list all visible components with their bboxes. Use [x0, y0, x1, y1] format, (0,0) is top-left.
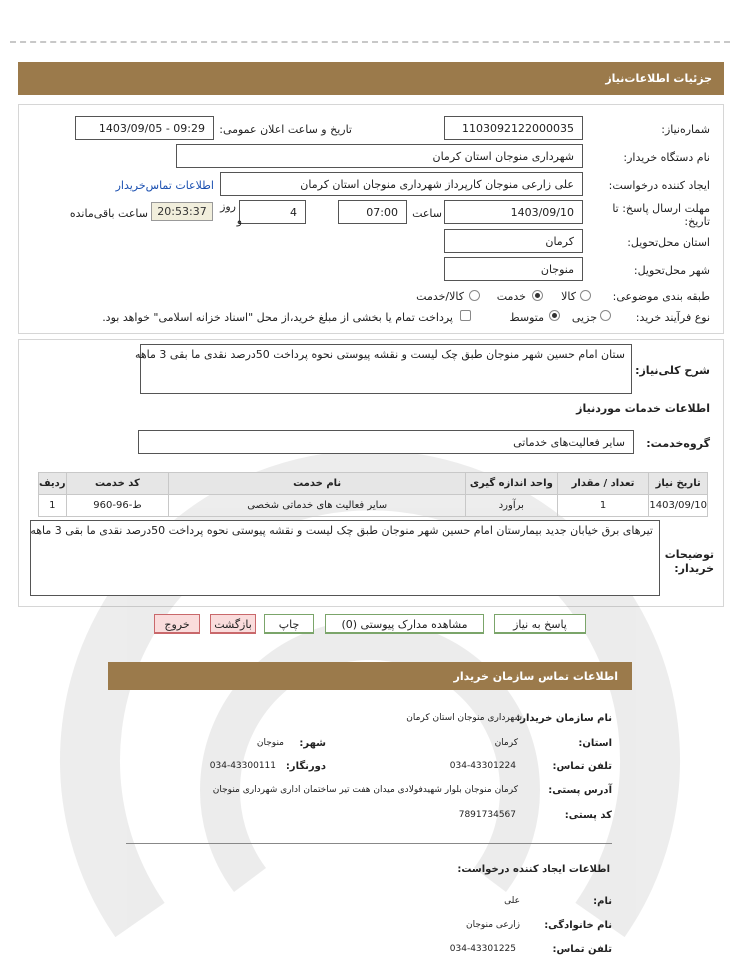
process-option-minor: جزیی — [571, 311, 597, 324]
contact-fax-value: 034-43300111 — [209, 761, 276, 771]
contact-province-label: استان: — [578, 738, 612, 749]
cell-service-name: سایر فعالیت های خدماتی شخصی — [169, 495, 466, 517]
buyer-org-field: شهرداری منوجان استان کرمان — [176, 144, 583, 168]
summary-textarea: ستان امام حسین شهر منوجان طبق چک لیست و نقشه پیوستی نحوه پرداخت 50درصد نقدی ما بقی 3 ماهه — [140, 344, 632, 394]
creator-phone-label: تلفن تماس: — [552, 944, 612, 955]
buyer-notes-label-2: خریدار: — [674, 562, 714, 575]
deadline-time-field: 07:00 — [338, 200, 407, 224]
category-option-service: خدمت — [496, 290, 526, 303]
contact-section-bar — [108, 662, 632, 690]
creator-name-label: نام: — [593, 896, 612, 907]
cell-service-code: ط-96-960 — [66, 495, 169, 517]
creator-section-title: اطلاعات ایجاد کننده درخواست: — [457, 864, 610, 875]
contact-org-label: نام سازمان خریدار: — [516, 713, 612, 724]
page-title-bar — [18, 62, 724, 95]
remaining-timer: 20:53:37 — [151, 202, 213, 221]
province-field: کرمان — [444, 229, 583, 253]
col-unit: واحد اندازه گیری — [465, 473, 557, 495]
contact-fax-label: دورنگار: — [285, 761, 326, 772]
creator-family-label: نام خانوادگی: — [544, 920, 612, 931]
col-date: تاریخ نیاز — [649, 473, 708, 495]
buyer-contact-link[interactable]: اطلاعات تماس‌خریدار — [115, 179, 214, 192]
creator-field: علی زارعی منوجان کارپرداز شهرداری منوجان استان کرمان — [220, 172, 583, 196]
col-qty: تعداد / مقدار — [557, 473, 649, 495]
days-label: روز — [220, 200, 236, 213]
buyer-notes-textarea: تیرهای برق خیابان جدید بیمارستان امام حسین شهر منوجان طبق چک لیست و نقشه پیوستی نحوه پرداخت 50درصد نقدی ما بقی 3 ماهه — [30, 520, 660, 596]
category-radio-both[interactable] — [469, 290, 480, 301]
city-field: منوجان — [444, 257, 583, 281]
announce-label: تاریخ و ساعت اعلان عمومی: — [219, 123, 352, 136]
service-group-label: گروه‌خدمت: — [646, 437, 710, 450]
contact-section-title: اطلاعات تماس سازمان خریدار — [453, 670, 618, 683]
creator-phone-value: 034-43301225 — [449, 944, 516, 954]
summary-label: شرح کلی‌نیاز: — [635, 364, 710, 377]
cell-qty: 1 — [557, 495, 649, 517]
deadline-time-label: ساعت — [412, 207, 442, 220]
deadline-date-field: 1403/09/10 — [444, 200, 583, 224]
need-number-field: 1103092122000035 — [444, 116, 583, 140]
category-option-both: کالا/خدمت — [416, 290, 464, 303]
treasury-note: پرداخت تمام یا بخشی از مبلغ خرید،از محل "اسناد خزانه اسلامی" خواهد بود. — [102, 311, 453, 324]
cell-date: 1403/09/10 — [649, 495, 708, 517]
attachments-button[interactable]: مشاهده مدارک پیوستی (0) — [325, 614, 484, 634]
table-row — [39, 495, 708, 517]
creator-family-value: زارعی منوجان — [465, 920, 520, 930]
contact-postal-label: کد پستی: — [564, 810, 612, 821]
province-label: استان محل‌تحویل: — [627, 236, 710, 249]
contact-postal-value: 7891734567 — [458, 810, 516, 820]
creator-name-value: علی — [504, 896, 520, 906]
service-group-field: سایر فعالیت‌های خدماتی — [138, 430, 634, 454]
print-button[interactable]: چاپ — [264, 614, 314, 634]
back-button[interactable]: بازگشت — [210, 614, 256, 634]
category-option-goods: کالا — [561, 290, 576, 303]
buyer-org-label: نام دستگاه خریدار: — [623, 151, 710, 164]
contact-org-value: شهرداری منوجان استان کرمان — [406, 713, 522, 723]
remaining-label: ساعت باقی‌مانده — [69, 207, 148, 220]
deadline-label-date: تاریخ: — [684, 215, 710, 228]
col-service-name: نام خدمت — [169, 473, 466, 495]
services-title: اطلاعات خدمات موردنیاز — [576, 402, 710, 415]
col-service-code: کد خدمت — [66, 473, 169, 495]
services-table — [38, 472, 708, 517]
top-divider — [10, 41, 730, 43]
contact-address-value: کرمان منوجان بلوار شهیدفولادی میدان هفت تیر ساختمان اداری شهرداری منوجان — [212, 785, 518, 795]
announce-date-field: 1403/09/05 - 09:29 — [75, 116, 214, 140]
treasury-checkbox[interactable] — [460, 310, 471, 321]
process-radio-minor[interactable] — [600, 310, 611, 321]
cell-row: 1 — [39, 495, 67, 517]
page-title: جزئیات اطلاعات‌نیاز — [605, 72, 712, 85]
days-field: 4 — [239, 200, 306, 224]
contact-phone-label: تلفن تماس: — [552, 761, 612, 772]
exit-button[interactable]: خروج — [154, 614, 200, 634]
process-label: نوع فرآیند خرید: — [635, 311, 710, 324]
contact-province-value: کرمان — [494, 738, 518, 748]
contact-separator — [126, 843, 612, 844]
category-label: طبقه بندی موضوعی: — [612, 290, 710, 303]
creator-label: ایجاد کننده درخواست: — [608, 179, 710, 192]
city-label: شهر محل‌تحویل: — [633, 264, 710, 277]
buyer-notes-label: توضیحات — [664, 548, 714, 561]
deadline-label: مهلت ارسال پاسخ: تا — [612, 202, 710, 215]
category-radio-goods[interactable] — [580, 290, 591, 301]
category-radio-service[interactable] — [532, 290, 543, 301]
contact-city-value: منوجان — [256, 738, 284, 748]
process-radio-medium[interactable] — [549, 310, 560, 321]
contact-address-label: آدرس پستی: — [548, 785, 612, 796]
cell-unit: برآورد — [465, 495, 557, 517]
contact-phone-value: 034-43301224 — [449, 761, 516, 771]
days-and: و — [236, 214, 242, 227]
contact-city-label: شهر: — [299, 738, 326, 749]
col-row: ردیف — [39, 473, 67, 495]
reply-button[interactable]: پاسخ به نیاز — [494, 614, 586, 634]
process-option-medium: متوسط — [509, 311, 544, 324]
need-number-label: شماره‌نیاز: — [661, 123, 710, 136]
